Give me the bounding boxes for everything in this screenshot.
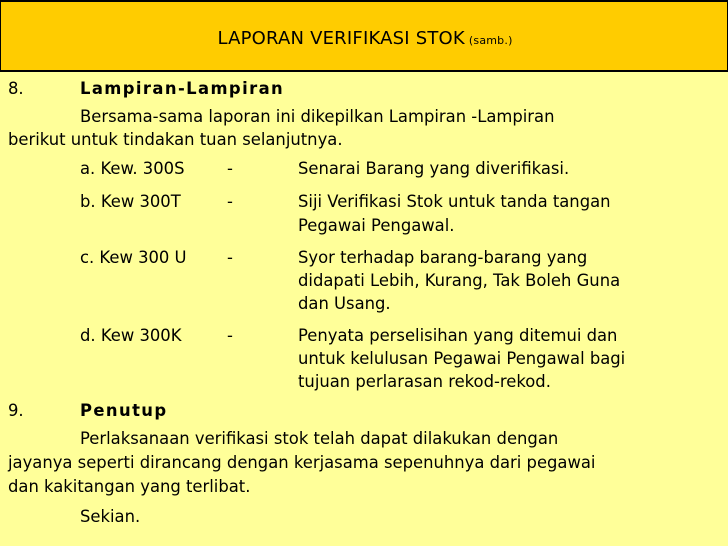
section-8-title: Lampiran-Lampiran [80,79,285,98]
title-text: LAPORAN VERIFIKASI STOK [217,28,465,49]
title-bar [0,0,728,72]
section-9-paragraph-line-3: dan kakitangan yang terlibat. [8,477,251,496]
attachment-dash: - [227,326,233,345]
attachment-code: b. Kew 300T [80,192,181,211]
attachment-dash: - [227,192,233,211]
attachment-description: Siji Verifikasi Stok untuk tanda tangan [298,192,611,211]
attachment-dash: - [227,159,233,178]
attachment-code: d. Kew 300K [80,326,182,345]
section-9-paragraph-line-2: jayanya seperti dirancang dengan kerjasama sepenuhnya dari pegawai [8,453,596,472]
page-title [1,28,727,49]
attachment-code: a. Kew. 300S [80,159,185,178]
section-8-number: 8. [8,79,24,98]
attachment-description: Penyata perselisihan yang ditemui dan [298,326,618,345]
section-9-number: 9. [8,401,24,420]
attachment-description-line: untuk kelulusan Pegawai Pengawal bagi [298,349,626,368]
attachment-code: c. Kew 300 U [80,248,187,267]
attachment-description-line: didapati Lebih, Kurang, Tak Boleh Guna [298,271,621,290]
attachment-description-line: dan Usang. [298,294,391,313]
attachment-description-line: Pegawai Pengawal. [298,216,455,235]
attachment-description: Senarai Barang yang diverifikasi. [298,159,570,178]
attachment-dash: - [227,248,233,267]
closing-text: Sekian. [80,507,141,526]
title-continued-note: (samb.) [468,34,513,47]
section-8-paragraph-line-1: Bersama-sama laporan ini dikepilkan Lampiran -Lampiran [80,107,555,126]
section-9-paragraph-line-1: Perlaksanaan verifikasi stok telah dapat dilakukan dengan [80,429,559,448]
attachment-description-line: tujuan perlarasan rekod-rekod. [298,372,551,391]
section-9-title: Penutup [80,401,168,420]
section-8-paragraph-line-2: berikut untuk tindakan tuan selanjutnya. [8,130,343,149]
attachment-description: Syor terhadap barang-barang yang [298,248,588,267]
